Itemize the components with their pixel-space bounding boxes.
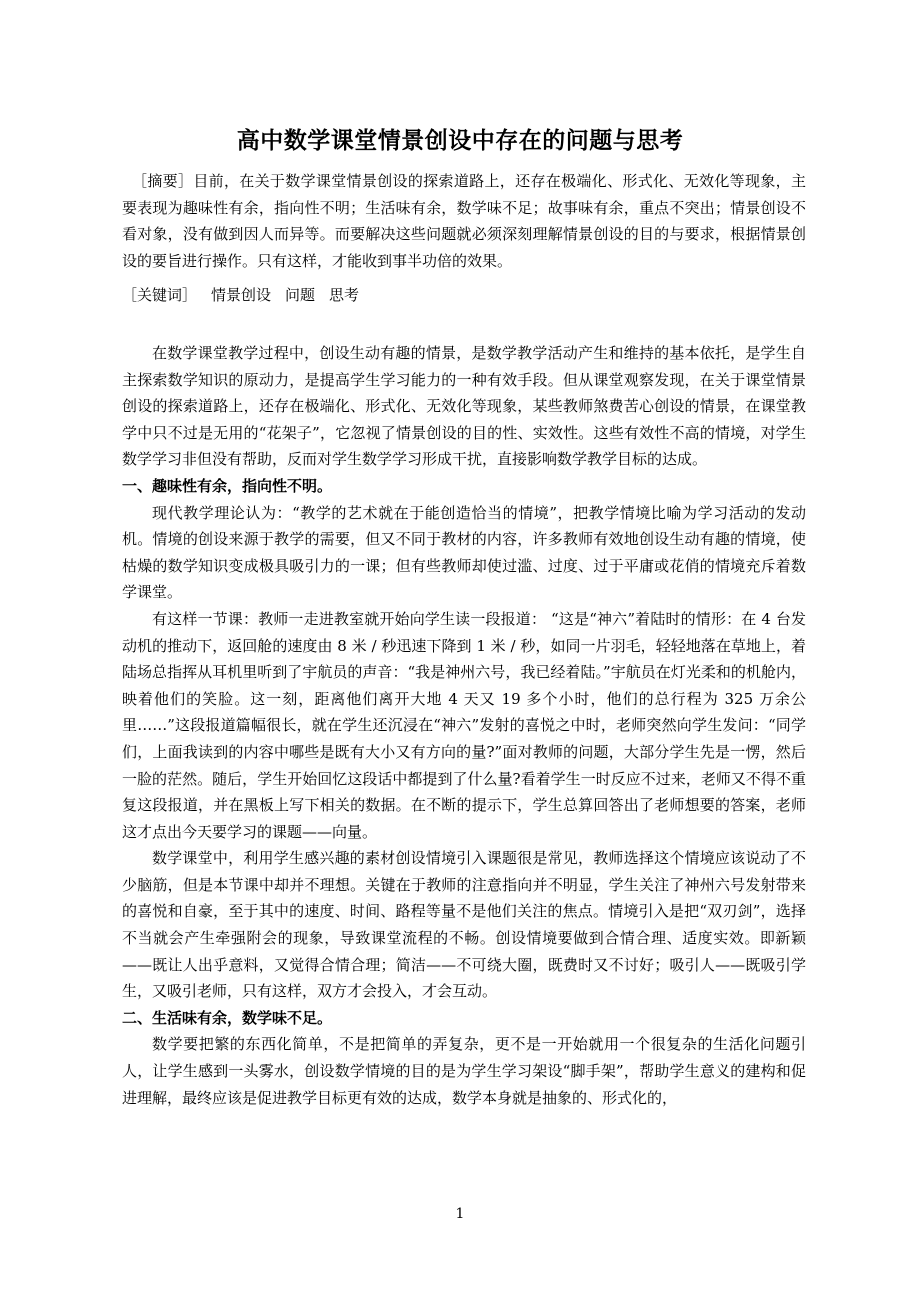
keywords <box>122 282 806 309</box>
keyword: 情景创设 <box>211 286 272 304</box>
paragraph: 数学要把繁的东西化简单，不是把简单的弄复杂，更不是一开始就用一个很复杂的生活化问题引人，让学生感到一头雾水，创设数学情境的目的是为学生学习架设“脚手架”，帮助学生意义的建构和促进理解，最终应该是促进教学目标更有效的达成，数学本身就是抽象的、形式化的， <box>122 1035 806 1107</box>
paragraph: 现代教学理论认为：“教学的艺术就在于能创造恰当的情境”，把教学情境比喻为学习活动的发动机。情境的创设来源于教学的需要，但又不同于教材的内容，许多教师有效地创设生动有趣的情境，使枯燥的数学知识变成极具吸引力的一课；但有些教师却使过滥、过度、过于平庸或花俏的情境充斥着数学课堂。 <box>122 503 806 602</box>
paragraph: 有这样一节课：教师一走进教室就开始向学生读一段报道： “这是“神六”着陆时的情形：在 4 台发动机的推动下，返回舱的速度由 8 米 / 秒迅速下降到 1 米 / 秒，如同一片羽毛，轻轻地落在草地上，着陆场总指挥从耳机里听到了宇航员的声音：“我是神州六号，我已经着陆。”宇航员在灯光柔和的机舱内，映着他们的笑脸。这一刻，距离他们离开大地 4 天又 19 多个小时，他们的总行程为 325 万余公里……”这段报道篇幅很长，就在学生还沉浸在“神六”发射的喜悦之中时，老师突然向学生发问：“同学们，上面我读到的内容中哪些是既有大小又有方向的量?”面对教师的问题，大部分学生先是一愣，然后一脸的茫然。随后，学生开始回忆这段话中都提到了什么量?看着学生一时反应不过来，老师又不得不重复这段报道，并在黑板上写下相关的数据。在不断的提示下，学生总算回答出了老师想要的答案，老师这才点出今天要学习的课题——向量。 <box>122 609 806 841</box>
abstract-text: 目前，在关于数学课堂情景创设的探索道路上，还存在极端化、形式化、无效化等现象，主要表现为趣味性有余，指向性不明；生活味有余，数学味不足；故事味有余，重点不突出；情景创设不看对象，没有做到因人而异等。而要解决这些问题就必须深刻理解情景创设的目的与要求，根据情景创设的要旨进行操作。只有这样，才能收到事半功倍的效果。 <box>122 172 806 270</box>
main-body <box>122 340 806 1111</box>
abstract <box>122 168 806 274</box>
paragraph: 数学课堂中，利用学生感兴趣的素材创设情境引入课题很是常见，教师选择这个情境应该说动了不少脑筋，但是本节课中却并不理想。关键在于教师的注意指向并不明显，学生关注了神州六号发射带来的喜悦和自豪，至于其中的速度、时间、路程等量不是他们关注的焦点。情境引入是把“双刃剑”，选择不当就会产生牵强附会的现象，导致课堂流程的不畅。创设情境要做到合情合理、适度实效。即新颖——既让人出乎意料，又觉得合情合理；简洁——不可绕大圈，既费时又不讨好；吸引人——既吸引学生，又吸引老师，只有这样，双方才会投入，才会互动。 <box>122 849 806 1001</box>
intro-paragraph: 在数学课堂教学过程中，创设生动有趣的情景，是数学教学活动产生和维持的基本依托，是学生自主探索数学知识的原动力，是提高学生学习能力的一种有效手段。但从课堂观察发现，在关于课堂情景创设的探索道路上，还存在极端化、形式化、无效化等现象，某些教师煞费苦心创设的情景，在课堂教学中只不过是无用的“花架子”，它忽视了情景创设的目的性、实效性。这些有效性不高的情境，对学生数学学习非但没有帮助，反而对学生数学学习形成干扰，直接影响数学教学目标的达成。 <box>122 344 806 469</box>
section-heading-2: 二、生活味有余，数学味不足。 <box>122 1008 333 1027</box>
page-number: 1 <box>455 1206 465 1222</box>
keyword: 思考 <box>329 286 360 304</box>
keyword: 问题 <box>285 286 316 304</box>
abstract-label: ［摘要］ <box>132 172 194 190</box>
section-heading-1: 一、趣味性有余，指向性不明。 <box>122 476 333 495</box>
document-title: 高中数学课堂情景创设中存在的问题与思考 <box>236 128 684 154</box>
keywords-label: ［关键词］ <box>122 286 198 304</box>
